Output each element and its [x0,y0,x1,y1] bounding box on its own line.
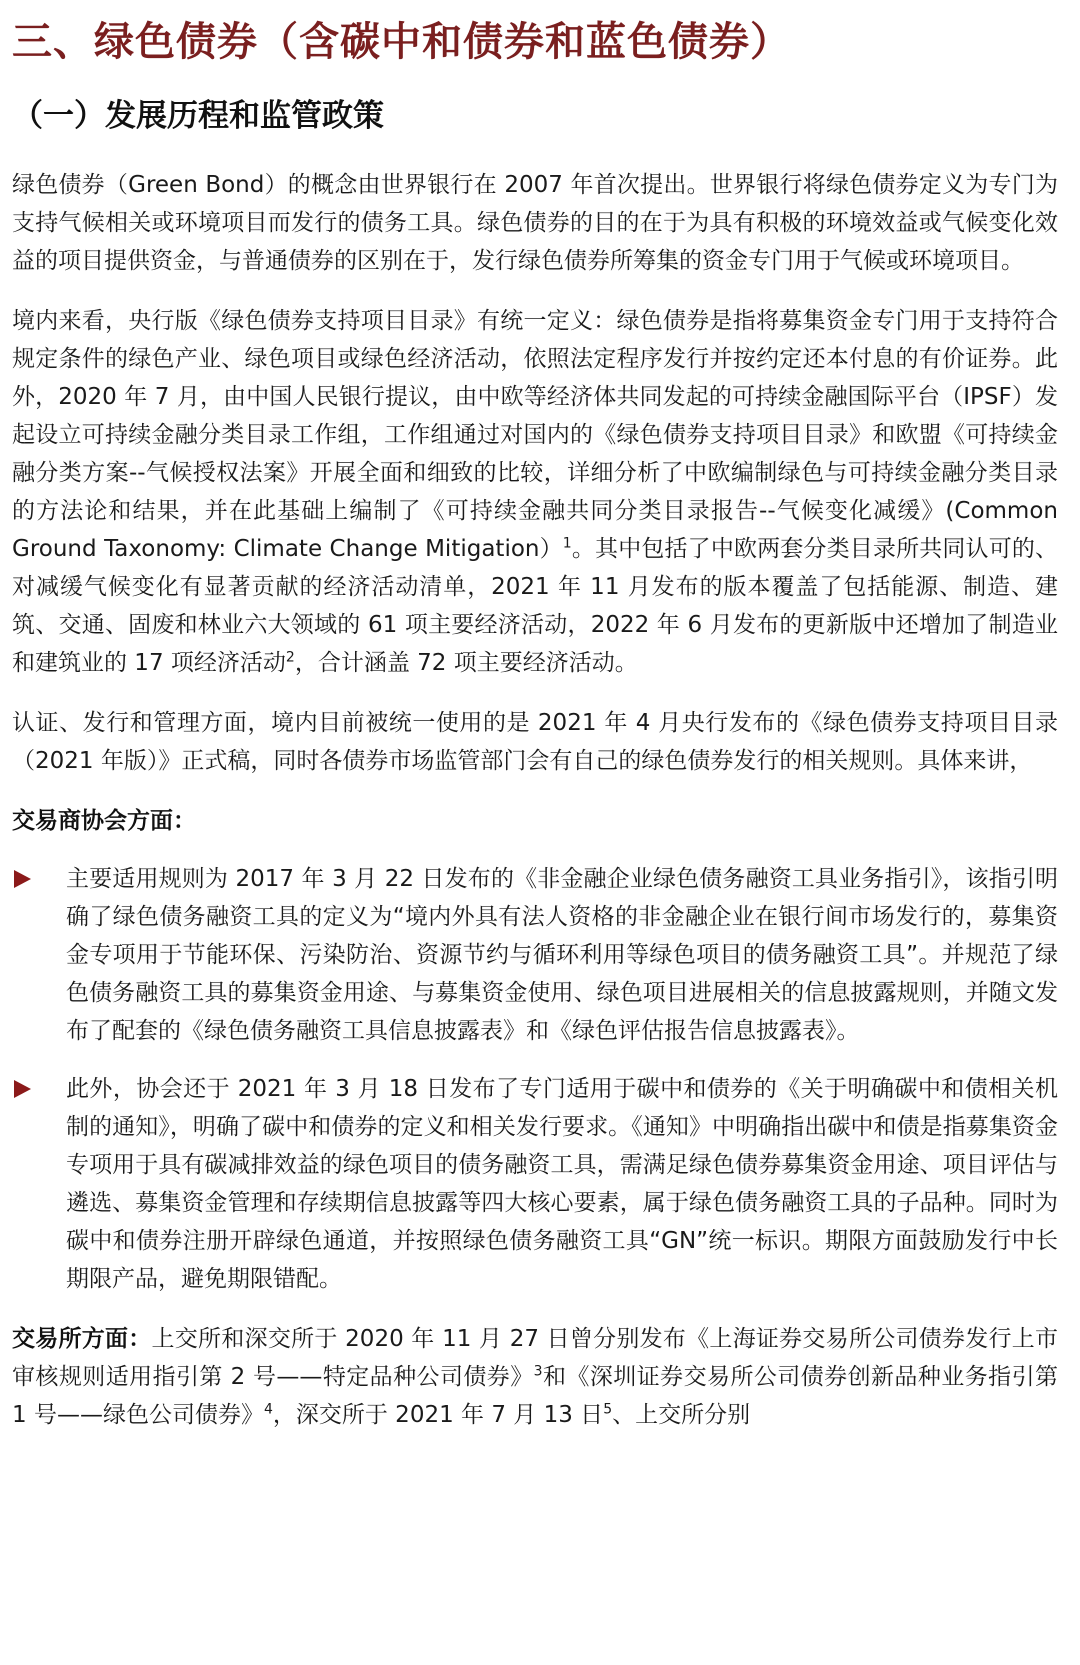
bullet-item [12,1070,1058,1298]
triangle-bullet-icon [12,860,66,898]
paragraph-exchange-part2: 和《深圳证券交易所公司债券创新品种业务指引第 1 号——绿色公司债券》 [12,1364,1059,1428]
footnote-ref-3: 3 [533,1363,543,1380]
bullet-item [12,860,1058,1050]
paragraph-domestic-part3: ，合计涵盖 72 项主要经济活动。 [294,650,638,676]
triangle-bullet-icon [12,1070,66,1108]
footnote-ref-5: 5 [603,1401,613,1418]
footnote-ref-4: 4 [263,1401,273,1418]
footnote-ref-2: 2 [285,649,295,666]
label-nafmii: 交易商协会方面： [12,808,196,834]
paragraph-domestic-definition [12,302,1058,682]
section-title: 三、绿色债券（含碳中和债券和蓝色债券） [12,19,791,65]
label-exchange: 交易所方面： [12,1326,152,1352]
paragraph-exchange [12,1320,1058,1434]
paragraph-exchange-part1: 上交所和深交所于 2020 年 11 月 27 日曾分别发布《上海证券交易所公司债券发行上市审核规则适用指引第 2 号——特定品种公司债券》 [12,1326,1058,1390]
paragraph-certification: 认证、发行和管理方面，境内目前被统一使用的是 2021 年 4 月央行发布的《绿色债券支持项目目录（2021 年版）》正式稿，同时各债券市场监管部门会有自己的绿色债券发行的相关规则。具体来讲， [12,710,1058,774]
paragraph-exchange-part3: ，深交所于 2021 年 7 月 13 日 [272,1402,604,1428]
bullet-text: 此外，协会还于 2021 年 3 月 18 日发布了专门适用于碳中和债券的《关于明确碳中和债相关机制的通知》，明确了碳中和债券的定义和相关发行要求。《通知》中明确指出碳中和债是指募集资金专项用于具有碳减排效益的绿色项目的债务融资工具，需满足绿色债券募集资金用途、项目评估与遴选、募集资金管理和存续期信息披露等四大核心要素，属于绿色债务融资工具的子品种。同时为碳中和债券注册开辟绿色通道，并按照绿色债务融资工具“GN”统一标识。期限方面鼓励发行中长期限产品，避免期限错配。 [66,1076,1058,1292]
sub-title: （一）发展历程和监管政策 [12,98,384,134]
paragraph-domestic-part1: 境内来看，央行版《绿色债券支持项目目录》有统一定义：绿色债券是指将募集资金专门用于支持符合规定条件的绿色产业、绿色项目或绿色经济活动，依照法定程序发行并按约定还本付息的有价证券。此外，2020 年 7 月，由中国人民银行提议，由中欧等经济体共同发起的可持续金融国际平台（IPSF）发起设立可持续金融分类目录工作组，工作组通过对国内的《绿色债券支持项目目录》和欧盟《可持续金融分类方案--气候授权法案》开展全面和细致的比较，详细分析了中欧编制绿色与可持续金融分类目录的方法论和结果，并在此基础上编制了《可持续金融共同分类目录报告--气候变化减缓》(Common Ground Taxonomy: Climate Change Mitigation） [12,308,1058,562]
paragraph-domestic-part2: 。其中包括了中欧两套分类目录所共同认可的、对减缓气候变化有显著贡献的经济活动清单，2021 年 11 月发布的版本覆盖了包括能源、制造、建筑、交通、固废和林业六大领域的 61 项主要经济活动，2022 年 6 月发布的更新版中还增加了制造业和建筑业的 17 项经济活动 [12,536,1058,676]
footnote-ref-1: 1 [562,535,572,552]
paragraph-exchange-part4: 、上交所分别 [612,1402,751,1428]
bullet-text: 主要适用规则为 2017 年 3 月 22 日发布的《非金融企业绿色债务融资工具业务指引》，该指引明确了绿色债务融资工具的定义为“境内外具有法人资格的非金融企业在银行间市场发行的，募集资金专项用于节能环保、污染防治、资源节约与循环利用等绿色项目的债务融资工具”。并规范了绿色债务融资工具的募集资金用途、与募集资金使用、绿色项目进展相关的信息披露规则，并随文发布了配套的《绿色债务融资工具信息披露表》和《绿色评估报告信息披露表》。 [66,866,1058,1044]
paragraph-green-bond-definition: 绿色债券（Green Bond）的概念由世界银行在 2007 年首次提出。世界银行将绿色债券定义为专门为支持气候相关或环境项目而发行的债务工具。绿色债券的目的在于为具有积极的环境效益或气候变化效益的项目提供资金，与普通债券的区别在于，发行绿色债券所筹集的资金专门用于气候或环境项目。 [12,172,1058,274]
